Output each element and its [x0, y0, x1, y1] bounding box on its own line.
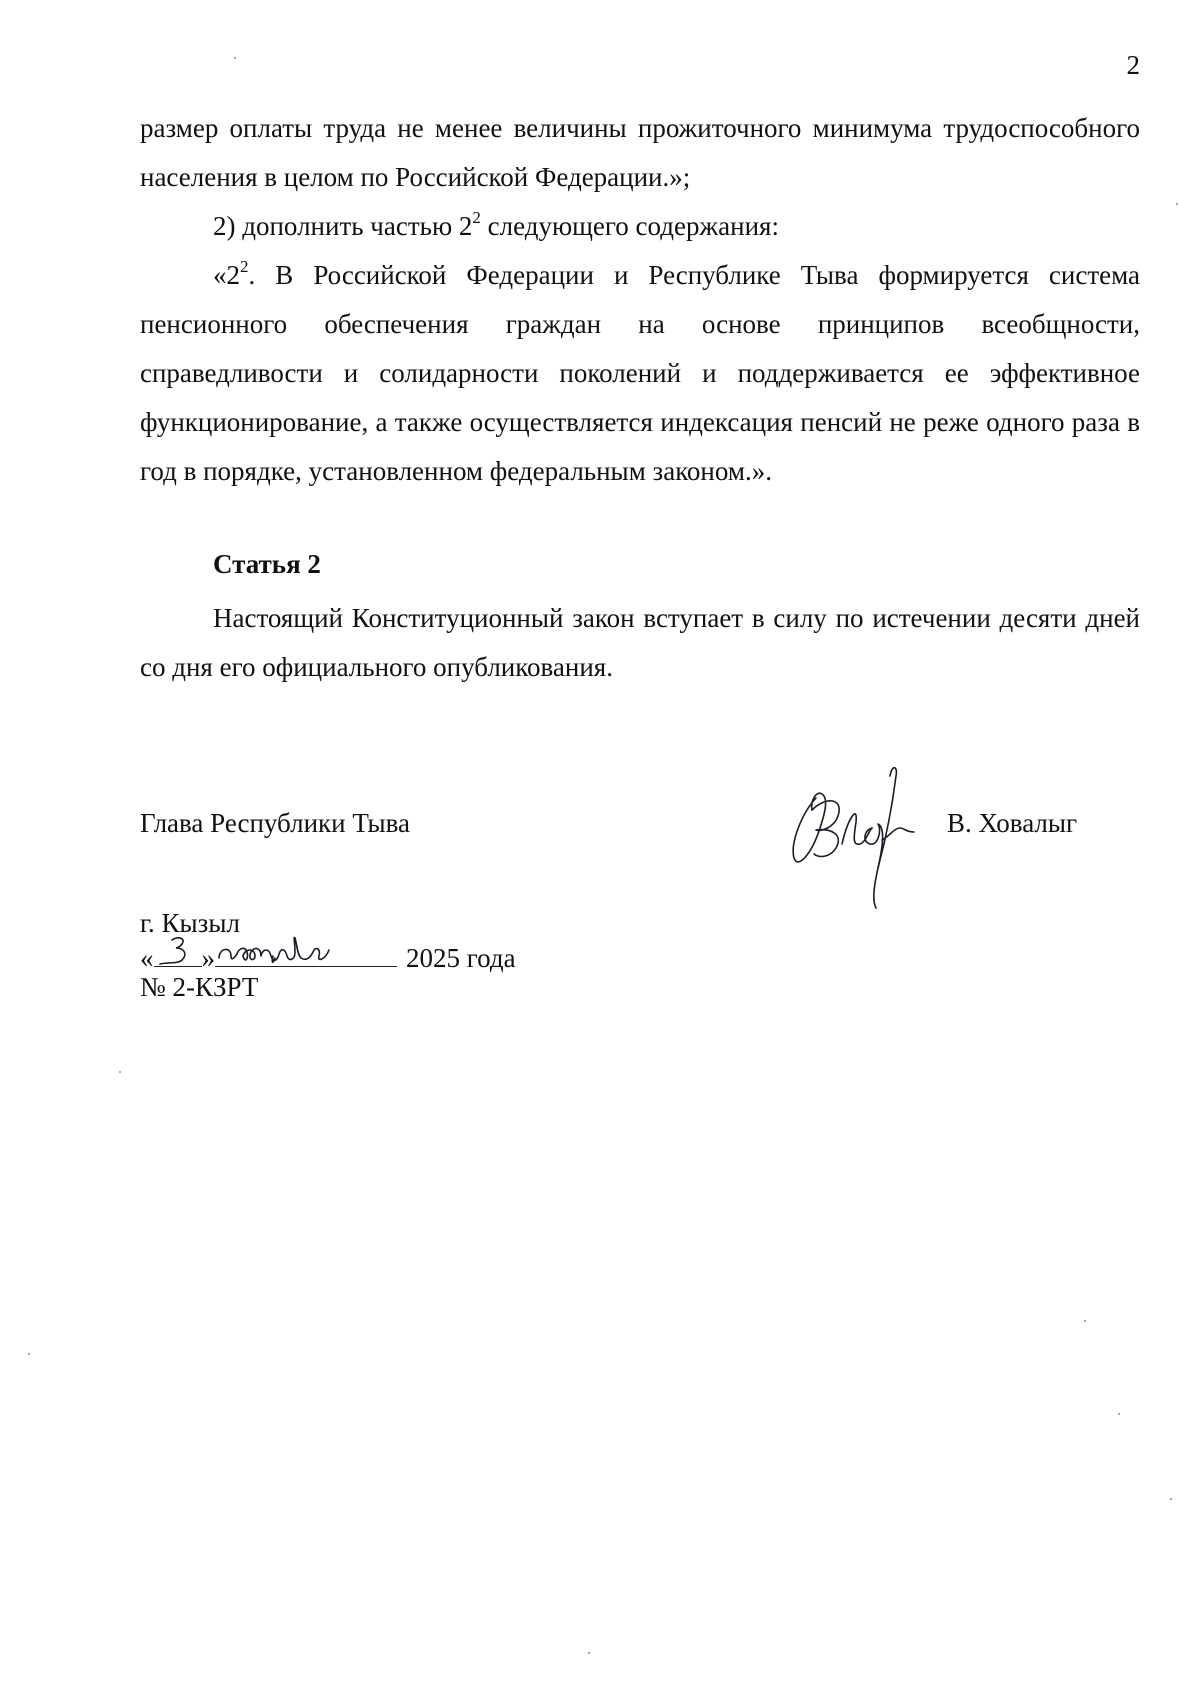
- article-text: Настоящий Конституционный закон вступает в силу по истечении десяти дней со дня его официального опубликования.: [140, 603, 1140, 682]
- scan-speck: [1170, 1498, 1172, 1500]
- scan-speck: [1176, 203, 1178, 205]
- date-day-blank: [154, 940, 202, 967]
- handwritten-day: [154, 934, 202, 966]
- paragraph-amendment-text: [140, 251, 1140, 496]
- paragraph-amendment-item: [140, 202, 1140, 251]
- scan-speck: [119, 1071, 121, 1073]
- paragraph-continuation: размер оплаты труда не менее величины прожиточного минимума трудоспособного населения в целом по Российской Федерации.»;: [140, 113, 1140, 192]
- body-text: [140, 104, 1140, 496]
- scan-speck: [588, 1652, 590, 1654]
- scan-speck: [28, 1353, 30, 1355]
- date-year: 2025 года: [406, 943, 516, 973]
- paragraph-text: . В Российской Федерации и Республике Тыва формируется система пенсионного обеспечения граждан на основе принципов всеобщности, справедливости и солидарности поколений и поддерживается ее эффективное функционирование, а также осуществляется индексация пенсий не реже одного раза в год в порядке, установленном федеральным законом.».: [140, 260, 1140, 486]
- date-open-quote: «: [140, 943, 154, 973]
- date-line: [140, 940, 516, 974]
- paragraph-text: «2: [213, 260, 240, 290]
- signer-name: В. Ховалыг: [947, 808, 1078, 838]
- paragraph-text: 2) дополнить частью 2: [213, 211, 473, 241]
- signer-title: Глава Республики Тыва: [140, 808, 411, 838]
- scan-speck: [234, 57, 236, 59]
- scan-speck: [1118, 1413, 1120, 1415]
- superscript: 2: [240, 257, 249, 276]
- page-number: 2: [1126, 50, 1140, 80]
- place-city: г. Кызыл: [140, 908, 240, 938]
- registration-number: № 2-КЗРТ: [140, 972, 259, 1002]
- superscript: 2: [472, 208, 481, 227]
- date-close-quote: »: [201, 943, 215, 973]
- article-heading: Статья 2: [213, 549, 321, 579]
- signature-image: [782, 758, 932, 918]
- scan-speck: [1084, 1320, 1086, 1322]
- date-month-blank: [215, 940, 397, 967]
- handwritten-month: [215, 934, 397, 966]
- paragraph-text: следующего содержания:: [480, 211, 779, 241]
